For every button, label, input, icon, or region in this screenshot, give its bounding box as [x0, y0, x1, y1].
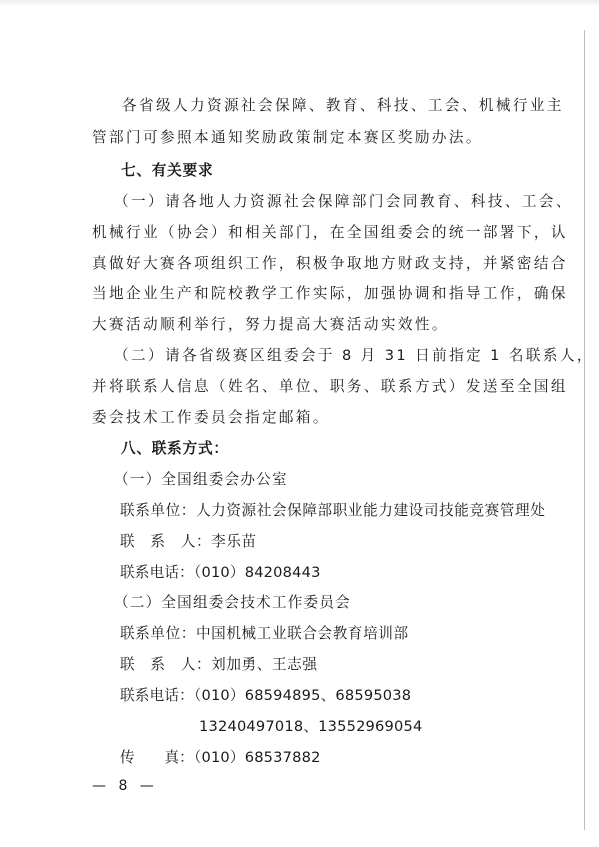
contact-1-person: 联 系 人：李乐苗	[120, 533, 257, 550]
contact-1-title: （一）全国组委会办公室	[114, 471, 288, 488]
requirement-1-line-4: 当地企业生产和院校教学工作实际，加强协调和指导工作，确保	[92, 285, 568, 302]
rewards-line-2: 管部门可参照本通知奖励政策制定本赛区奖励办法。	[92, 129, 483, 146]
section-7-heading: 七、有关要求	[121, 162, 214, 179]
contact-1-unit: 联系单位：人力资源社会保障部职业能力建设司技能竞赛管理处	[120, 502, 546, 519]
requirement-2-line-3: 委会技术工作委员会指定邮箱。	[92, 409, 330, 426]
requirement-2-line-2: 并将联系人信息（姓名、单位、职务、联系方式）发送至全国组	[92, 378, 568, 395]
requirement-1-line-5: 大赛活动顺利举行，努力提高大赛活动实效性。	[92, 316, 449, 333]
requirement-1-line-2: 机械行业（协会）和相关部门，在全国组委会的统一部署下，认	[92, 224, 568, 241]
contact-2-phone: 联系电话：（010）68594895、68595038	[120, 687, 412, 704]
requirement-1-line-3: 真做好大赛各项组织工作，积极争取地方财政支持，并紧密结合	[92, 255, 568, 272]
scan-top-shadow	[0, 0, 599, 6]
requirement-2-line-1: （二）请各省级赛区组委会于 8 月 31 日前指定 1 名联系人，	[114, 347, 594, 364]
page-number: — 8 —	[92, 778, 158, 794]
contact-1-phone: 联系电话：（010）84208443	[120, 564, 321, 581]
contact-2-phone-mobile: 13240497018、13552969054	[199, 718, 423, 735]
section-8-heading: 八、联系方式：	[121, 440, 229, 457]
requirement-1-line-1: （一）请各地人力资源社会保障部门会同教育、科技、工会、	[114, 193, 573, 210]
contact-2-title: （二）全国组委会技术工作委员会	[114, 594, 351, 611]
scan-right-edge	[584, 30, 585, 830]
contact-2-unit: 联系单位：中国机械工业联合会教育培训部	[120, 625, 409, 642]
contact-2-person: 联 系 人：刘加勇、王志强	[120, 656, 318, 673]
rewards-line-1: 各省级人力资源社会保障、教育、科技、工会、机械行业主	[122, 97, 564, 114]
contact-2-fax: 传 真：（010）68537882	[120, 749, 321, 766]
